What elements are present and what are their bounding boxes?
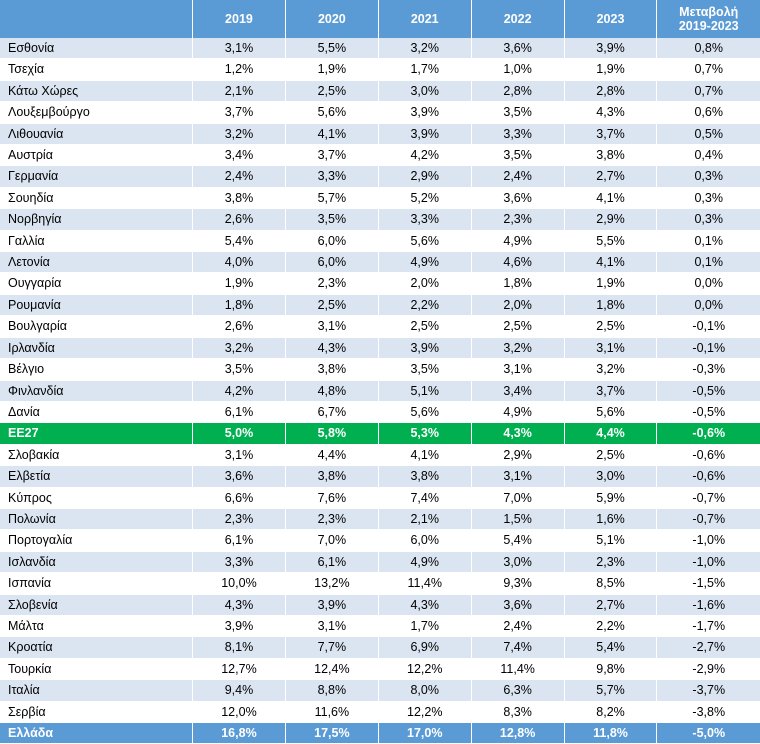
cell-change: 0,1%	[657, 230, 760, 251]
cell-2019: 9,4%	[193, 680, 286, 701]
cell-2020: 2,5%	[285, 80, 378, 101]
cell-2022: 2,5%	[471, 316, 564, 337]
cell-2019: 3,2%	[193, 123, 286, 144]
cell-country: Ισπανία	[0, 573, 193, 594]
cell-2020: 6,1%	[285, 551, 378, 572]
cell-2022: 7,4%	[471, 637, 564, 658]
cell-2021: 6,9%	[378, 637, 471, 658]
cell-2023: 4,3%	[564, 102, 657, 123]
cell-country: Κάτω Χώρες	[0, 80, 193, 101]
cell-country: Σερβία	[0, 701, 193, 722]
cell-2022: 5,4%	[471, 530, 564, 551]
cell-2021: 3,0%	[378, 80, 471, 101]
cell-2022: 2,9%	[471, 444, 564, 465]
cell-2019: 1,9%	[193, 273, 286, 294]
cell-change: 0,5%	[657, 123, 760, 144]
cell-2022: 3,6%	[471, 187, 564, 208]
cell-2019: 12,7%	[193, 658, 286, 679]
table-row	[0, 166, 760, 187]
cell-2021: 2,2%	[378, 294, 471, 315]
cell-2022: 3,2%	[471, 337, 564, 358]
cell-2023: 3,2%	[564, 359, 657, 380]
change-header-line1: Μεταβολή	[679, 4, 739, 19]
cell-2020: 17,5%	[285, 723, 378, 744]
cell-change: 0,7%	[657, 59, 760, 80]
cell-2020: 3,9%	[285, 594, 378, 615]
cell-2019: 5,4%	[193, 230, 286, 251]
cell-country: Κροατία	[0, 637, 193, 658]
cell-2020: 3,1%	[285, 615, 378, 636]
cell-2021: 3,5%	[378, 359, 471, 380]
cell-2020: 7,7%	[285, 637, 378, 658]
cell-country: Πορτογαλία	[0, 530, 193, 551]
cell-2022: 3,1%	[471, 466, 564, 487]
cell-2022: 4,9%	[471, 230, 564, 251]
table-row	[0, 209, 760, 230]
cell-2020: 5,6%	[285, 102, 378, 123]
cell-2019: 3,4%	[193, 145, 286, 166]
table-header	[0, 0, 760, 38]
cell-2023: 5,9%	[564, 487, 657, 508]
cell-2020: 5,5%	[285, 38, 378, 59]
cell-2023: 2,5%	[564, 316, 657, 337]
cell-2019: 6,1%	[193, 530, 286, 551]
cell-country: Σουηδία	[0, 187, 193, 208]
column-header-change	[657, 0, 760, 38]
cell-2023: 4,1%	[564, 252, 657, 273]
cell-country: Βέλγιο	[0, 359, 193, 380]
cell-country: Φινλανδία	[0, 380, 193, 401]
cell-2019: 5,0%	[193, 423, 286, 444]
cell-country: Αυστρία	[0, 145, 193, 166]
cell-change: -3,8%	[657, 701, 760, 722]
cell-2021: 3,2%	[378, 38, 471, 59]
cell-2022: 4,6%	[471, 252, 564, 273]
table-header-row	[0, 0, 760, 38]
cell-2022: 3,3%	[471, 123, 564, 144]
cell-2021: 7,4%	[378, 487, 471, 508]
cell-2020: 4,4%	[285, 444, 378, 465]
cell-2022: 2,4%	[471, 166, 564, 187]
table-row	[0, 423, 760, 444]
table-row	[0, 723, 760, 744]
cell-2019: 8,1%	[193, 637, 286, 658]
table-row	[0, 530, 760, 551]
cell-2019: 3,3%	[193, 551, 286, 572]
cell-2021: 12,2%	[378, 701, 471, 722]
cell-country: Πολωνία	[0, 508, 193, 529]
cell-change: 0,0%	[657, 294, 760, 315]
cell-2023: 2,8%	[564, 80, 657, 101]
cell-2020: 11,6%	[285, 701, 378, 722]
cell-2020: 1,9%	[285, 59, 378, 80]
cell-2022: 7,0%	[471, 487, 564, 508]
cell-2022: 3,5%	[471, 102, 564, 123]
cell-2021: 4,9%	[378, 252, 471, 273]
cell-2022: 3,6%	[471, 38, 564, 59]
cell-2022: 1,5%	[471, 508, 564, 529]
cell-change: 0,6%	[657, 102, 760, 123]
cell-2019: 2,1%	[193, 80, 286, 101]
cell-2019: 3,7%	[193, 102, 286, 123]
cell-2021: 3,8%	[378, 466, 471, 487]
cell-country: Δανία	[0, 401, 193, 422]
cell-2022: 11,4%	[471, 658, 564, 679]
cell-2021: 11,4%	[378, 573, 471, 594]
cell-2023: 5,4%	[564, 637, 657, 658]
cell-change: 0,3%	[657, 166, 760, 187]
cell-change: -1,0%	[657, 551, 760, 572]
cell-2022: 12,8%	[471, 723, 564, 744]
cell-2022: 4,3%	[471, 423, 564, 444]
cell-change: -1,7%	[657, 615, 760, 636]
table-row	[0, 337, 760, 358]
table-row	[0, 508, 760, 529]
cell-2021: 5,2%	[378, 187, 471, 208]
cell-2021: 8,0%	[378, 680, 471, 701]
cell-2020: 4,3%	[285, 337, 378, 358]
cell-2023: 3,7%	[564, 380, 657, 401]
cell-2021: 5,3%	[378, 423, 471, 444]
cell-country: ΕΕ27	[0, 423, 193, 444]
column-header-2022: 2022	[471, 0, 564, 38]
cell-country: Μάλτα	[0, 615, 193, 636]
cell-2020: 13,2%	[285, 573, 378, 594]
cell-change: -1,6%	[657, 594, 760, 615]
cell-2019: 6,6%	[193, 487, 286, 508]
cell-2019: 3,8%	[193, 187, 286, 208]
cell-2022: 1,8%	[471, 273, 564, 294]
cell-2023: 5,6%	[564, 401, 657, 422]
table-row	[0, 145, 760, 166]
cell-2019: 6,1%	[193, 401, 286, 422]
cell-2023: 3,0%	[564, 466, 657, 487]
cell-2020: 6,0%	[285, 252, 378, 273]
cell-2021: 3,9%	[378, 337, 471, 358]
column-header-2023: 2023	[564, 0, 657, 38]
cell-2022: 3,1%	[471, 359, 564, 380]
cell-change: 0,1%	[657, 252, 760, 273]
cell-change: -0,6%	[657, 423, 760, 444]
table-row	[0, 80, 760, 101]
cell-country: Ελβετία	[0, 466, 193, 487]
cell-2023: 3,1%	[564, 337, 657, 358]
cell-2023: 4,1%	[564, 187, 657, 208]
cell-2022: 3,0%	[471, 551, 564, 572]
table-row	[0, 294, 760, 315]
cell-2021: 5,6%	[378, 230, 471, 251]
cell-2021: 3,9%	[378, 102, 471, 123]
cell-2019: 2,6%	[193, 316, 286, 337]
cell-2019: 3,1%	[193, 444, 286, 465]
table-row	[0, 38, 760, 59]
cell-2020: 2,3%	[285, 508, 378, 529]
cell-country: Νορβηγία	[0, 209, 193, 230]
cell-change: -0,6%	[657, 466, 760, 487]
cell-change: 0,4%	[657, 145, 760, 166]
cell-2019: 3,9%	[193, 615, 286, 636]
table-row	[0, 680, 760, 701]
cell-change: -0,3%	[657, 359, 760, 380]
table-row	[0, 187, 760, 208]
cell-2023: 3,7%	[564, 123, 657, 144]
cell-2020: 5,7%	[285, 187, 378, 208]
cell-2023: 1,9%	[564, 273, 657, 294]
table-row	[0, 444, 760, 465]
table-row	[0, 316, 760, 337]
column-header-2021: 2021	[378, 0, 471, 38]
cell-2023: 5,7%	[564, 680, 657, 701]
table-row	[0, 637, 760, 658]
cell-change: -0,1%	[657, 316, 760, 337]
cell-2019: 10,0%	[193, 573, 286, 594]
cell-2019: 2,6%	[193, 209, 286, 230]
cell-2021: 4,1%	[378, 444, 471, 465]
table-row	[0, 252, 760, 273]
cell-2019: 3,1%	[193, 38, 286, 59]
cell-2020: 4,1%	[285, 123, 378, 144]
cell-2022: 8,3%	[471, 701, 564, 722]
cell-2023: 2,3%	[564, 551, 657, 572]
cell-2020: 7,6%	[285, 487, 378, 508]
cell-2022: 3,6%	[471, 594, 564, 615]
table-row	[0, 102, 760, 123]
cell-2019: 4,2%	[193, 380, 286, 401]
cell-2023: 11,8%	[564, 723, 657, 744]
cell-country: Σλοβακία	[0, 444, 193, 465]
table-row	[0, 380, 760, 401]
cell-2023: 1,6%	[564, 508, 657, 529]
cell-2021: 3,9%	[378, 123, 471, 144]
cell-change: -0,7%	[657, 508, 760, 529]
cell-2022: 1,0%	[471, 59, 564, 80]
cell-2023: 1,8%	[564, 294, 657, 315]
cell-2020: 6,7%	[285, 401, 378, 422]
cell-country: Εσθονία	[0, 38, 193, 59]
table-row	[0, 123, 760, 144]
cell-country: Ιρλανδία	[0, 337, 193, 358]
cell-2019: 1,8%	[193, 294, 286, 315]
cell-country: Τσεχία	[0, 59, 193, 80]
cell-country: Γαλλία	[0, 230, 193, 251]
cell-2021: 4,9%	[378, 551, 471, 572]
cell-country: Ουγγαρία	[0, 273, 193, 294]
cell-2019: 4,0%	[193, 252, 286, 273]
cell-2022: 3,4%	[471, 380, 564, 401]
cell-2020: 12,4%	[285, 658, 378, 679]
cell-2023: 8,2%	[564, 701, 657, 722]
cell-2020: 3,3%	[285, 166, 378, 187]
column-header-country	[0, 0, 193, 38]
cell-2023: 9,8%	[564, 658, 657, 679]
cell-2022: 2,8%	[471, 80, 564, 101]
cell-2019: 4,3%	[193, 594, 286, 615]
cell-2023: 2,5%	[564, 444, 657, 465]
cell-change: -1,0%	[657, 530, 760, 551]
cell-country: Ελλάδα	[0, 723, 193, 744]
cell-2023: 8,5%	[564, 573, 657, 594]
cell-2020: 3,8%	[285, 466, 378, 487]
cell-2020: 4,8%	[285, 380, 378, 401]
cell-2020: 3,1%	[285, 316, 378, 337]
cell-2020: 8,8%	[285, 680, 378, 701]
cell-2022: 6,3%	[471, 680, 564, 701]
cell-2023: 1,9%	[564, 59, 657, 80]
cell-2022: 2,0%	[471, 294, 564, 315]
cell-2023: 3,9%	[564, 38, 657, 59]
cell-country: Ρουμανία	[0, 294, 193, 315]
cell-2020: 3,5%	[285, 209, 378, 230]
cell-change: -2,7%	[657, 637, 760, 658]
cell-2021: 2,1%	[378, 508, 471, 529]
table-row	[0, 573, 760, 594]
cell-country: Τουρκία	[0, 658, 193, 679]
cell-2021: 6,0%	[378, 530, 471, 551]
cell-change: -2,9%	[657, 658, 760, 679]
cell-2021: 2,9%	[378, 166, 471, 187]
cell-2020: 2,5%	[285, 294, 378, 315]
cell-country: Ισλανδία	[0, 551, 193, 572]
cell-2021: 2,5%	[378, 316, 471, 337]
table-row	[0, 230, 760, 251]
cell-2022: 3,5%	[471, 145, 564, 166]
cell-2023: 2,9%	[564, 209, 657, 230]
cell-country: Γερμανία	[0, 166, 193, 187]
cell-2019: 1,2%	[193, 59, 286, 80]
table-row	[0, 615, 760, 636]
cell-2020: 6,0%	[285, 230, 378, 251]
column-header-2019: 2019	[193, 0, 286, 38]
table-row	[0, 59, 760, 80]
table-row	[0, 487, 760, 508]
cell-2023: 3,8%	[564, 145, 657, 166]
cell-2021: 4,2%	[378, 145, 471, 166]
cell-2023: 5,5%	[564, 230, 657, 251]
column-header-2020: 2020	[285, 0, 378, 38]
cell-2022: 9,3%	[471, 573, 564, 594]
cell-2021: 17,0%	[378, 723, 471, 744]
cell-2023: 4,4%	[564, 423, 657, 444]
cell-change: -3,7%	[657, 680, 760, 701]
cell-change: 0,3%	[657, 209, 760, 230]
cell-2020: 2,3%	[285, 273, 378, 294]
cell-change: -5,0%	[657, 723, 760, 744]
cell-2022: 2,3%	[471, 209, 564, 230]
cell-2023: 2,2%	[564, 615, 657, 636]
cell-2021: 1,7%	[378, 59, 471, 80]
cell-2021: 2,0%	[378, 273, 471, 294]
cell-2019: 3,2%	[193, 337, 286, 358]
cell-country: Ιταλία	[0, 680, 193, 701]
cell-2023: 2,7%	[564, 594, 657, 615]
cell-2021: 4,3%	[378, 594, 471, 615]
cell-2020: 5,8%	[285, 423, 378, 444]
cell-change: 0,8%	[657, 38, 760, 59]
cell-2021: 3,3%	[378, 209, 471, 230]
cell-change: -0,5%	[657, 401, 760, 422]
cell-country: Λετονία	[0, 252, 193, 273]
cell-country: Λουξεμβούργο	[0, 102, 193, 123]
cell-2019: 2,4%	[193, 166, 286, 187]
cell-2021: 5,6%	[378, 401, 471, 422]
cell-2019: 12,0%	[193, 701, 286, 722]
cell-2022: 4,9%	[471, 401, 564, 422]
cell-change: -0,1%	[657, 337, 760, 358]
cell-2021: 5,1%	[378, 380, 471, 401]
cell-2022: 2,4%	[471, 615, 564, 636]
table-row	[0, 273, 760, 294]
cell-2019: 3,6%	[193, 466, 286, 487]
cell-2019: 16,8%	[193, 723, 286, 744]
cell-change: -1,5%	[657, 573, 760, 594]
table-row	[0, 701, 760, 722]
table-row	[0, 401, 760, 422]
table-body	[0, 38, 760, 744]
table-row	[0, 551, 760, 572]
table-row	[0, 594, 760, 615]
cell-2020: 3,7%	[285, 145, 378, 166]
cell-change: -0,6%	[657, 444, 760, 465]
table-row	[0, 658, 760, 679]
cell-country: Κύπρος	[0, 487, 193, 508]
cell-country: Λιθουανία	[0, 123, 193, 144]
cell-2023: 2,7%	[564, 166, 657, 187]
cell-2019: 3,5%	[193, 359, 286, 380]
cell-change: 0,3%	[657, 187, 760, 208]
change-header-line2: 2019-2023	[678, 19, 739, 33]
cell-change: -0,7%	[657, 487, 760, 508]
table-row	[0, 359, 760, 380]
cell-change: 0,0%	[657, 273, 760, 294]
cell-2021: 1,7%	[378, 615, 471, 636]
cell-country: Βουλγαρία	[0, 316, 193, 337]
cell-change: 0,7%	[657, 80, 760, 101]
cell-2020: 3,8%	[285, 359, 378, 380]
table-row	[0, 466, 760, 487]
cell-2019: 2,3%	[193, 508, 286, 529]
cell-2021: 12,2%	[378, 658, 471, 679]
cell-country: Σλοβενία	[0, 594, 193, 615]
cell-2020: 7,0%	[285, 530, 378, 551]
cell-2023: 5,1%	[564, 530, 657, 551]
cell-change: -0,5%	[657, 380, 760, 401]
